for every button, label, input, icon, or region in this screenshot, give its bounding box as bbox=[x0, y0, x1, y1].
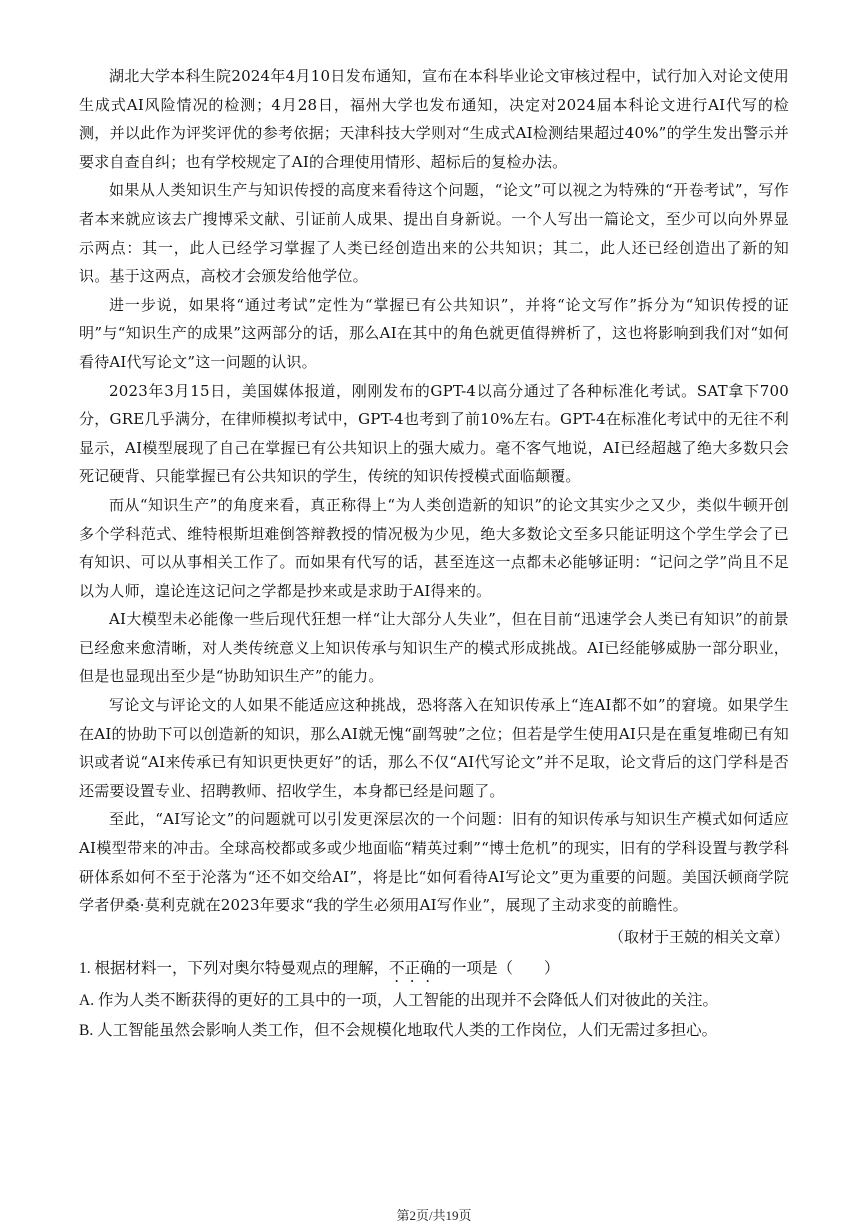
paragraph: 2023年3月15日，美国媒体报道，刚刚发布的GPT-4以高分通过了各种标准化考试。SAT拿下700分，GRE几乎满分，在律师模拟考试中，GPT-4也考到了前10%左右。GPT-4在标准化考试中的无往不利显示，AI模型展现了自己在掌握已有公共知识上的强大威力。毫不客气地说，AI已经超越了绝大多数只会死记硬背、只能掌握已有公共知识的学生，传统的知识传授模式面临颠覆。 bbox=[79, 381, 789, 486]
paragraph: 湖北大学本科生院2024年4月10日发布通知，宣布在本科毕业论文审核过程中，试行加入对论文使用生成式AI风险情况的检测；4月28日，福州大学也发布通知，决定对2024届本科论文进行AI代写的检测，并以此作为评奖评优的参考依据；天津科技大学则对“生成式AI检测结果超过40%”的学生发出警示并要求自查自纠；也有学校规定了AI的合理使用情形、超标后的复检办法。 bbox=[79, 67, 789, 171]
question-emphasis: 不正确 bbox=[389, 959, 436, 977]
paragraph: 写论文与评论文的人如果不能适应这种挑战，恐将落入在知识传承上“连AI都不如”的窘境。如果学生在AI的协助下可以创造新的知识，那么AI就无愧“副驾驶”之位；但若是学生使用AI只是在重复堆砌已有知识或者说“AI来传承已有知识更快更好”的话，那么不仅“AI代写论文”并不足取，论文背后的这门学科是否还需要设置专业、招聘教师、招收学生，本身都已经是问题了。 bbox=[79, 696, 789, 800]
question-prefix: 1. 根据材料一，下列对奥尔特曼观点的理解， bbox=[79, 959, 390, 977]
question-suffix: 的一项是（ ） bbox=[435, 959, 560, 977]
article-body bbox=[79, 62, 789, 1046]
option-a: A. 作为人类不断获得的更好的工具中的一项，人工智能的出现并不会降低人们对彼此的关注。 bbox=[79, 991, 718, 1009]
paragraph: 至此，“AI写论文”的问题就可以引发更深层次的一个问题：旧有的知识传承与知识生产模式如何适应AI模型带来的冲击。全球高校都或多或少地面临“精英过剩”“博士危机”的现实，旧有的学科设置与教学科研体系如何不至于沦落为“还不如交给AI”，将是比“如何看待AI写论文”更为重要的问题。美国沃顿商学院学者伊桑·莫利克就在2023年要求“我的学生必须用AI写作业”，展现了主动求变的前瞻性。 bbox=[79, 810, 789, 915]
paragraph: 而从“知识生产”的角度来看，真正称得上“为人类创造新的知识”的论文其实少之又少，类似牛顿开创多个学科范式、维特根斯坦难倒答辩教授的情况极为少见，绝大多数论文至多只能证明这个学生学会了已有知识、可以从事相关工作了。而如果有代写的话，甚至连这一点都未必能够证明：“记问之学”尚且不足以为人师，遑论连这记问之学都是抄来或是求助于AI得来的。 bbox=[79, 495, 789, 600]
page-footer: 第2页/共19页 bbox=[396, 1208, 472, 1223]
source-citation: （取材于王兢的相关文章） bbox=[608, 927, 789, 946]
paragraph: 进一步说，如果将“通过考试”定性为“掌握已有公共知识”，并将“论文写作”拆分为“知识传授的证明”与“知识生产的成果”这两部分的话，那么AI在其中的角色就更值得辨析了，这也将影响到我们对“如何看待AI代写论文”这一问题的认识。 bbox=[79, 295, 789, 371]
paragraph: 如果从人类知识生产与知识传授的高度来看待这个问题，“论文”可以视之为特殊的“开卷考试”，写作者本来就应该去广搜博采文献、引证前人成果、提出自身新说。一个人写出一篇论文，至少可以向外界显示两点：其一，此人已经学习掌握了人类已经创造出来的公共知识；其二，此人还已经创造出了新的知识。基于这两点，高校才会颁发给他学位。 bbox=[79, 181, 789, 286]
paragraph: AI大模型未必能像一些后现代狂想一样“让大部分人失业”，但在目前“迅速学会人类已有知识”的前景已经愈来愈清晰，对人类传统意义上知识传承与知识生产的模式形成挑战。AI已经能够威胁一部分职业，但是也显现出至少是“协助知识生产”的能力。 bbox=[79, 610, 789, 686]
question-stem bbox=[79, 954, 789, 986]
option-b: B. 人工智能虽然会影响人类工作，但不会规模化地取代人类的工作岗位，人们无需过多担心。 bbox=[79, 1021, 718, 1039]
